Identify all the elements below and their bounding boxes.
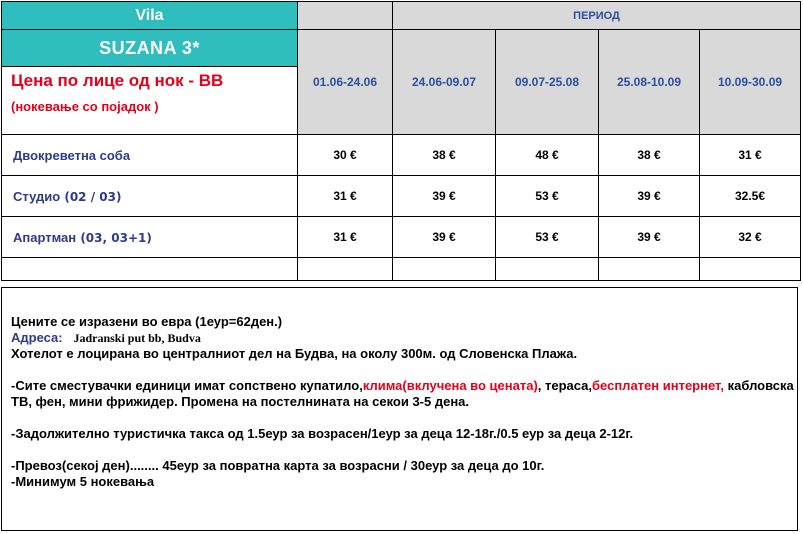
price-cell: 39 € (393, 217, 496, 258)
price-cell: 31 € (298, 176, 393, 217)
notes-section (1, 287, 798, 531)
price-cell: 53 € (496, 176, 599, 217)
price-cell: 39 € (599, 176, 700, 217)
price-cell: 53 € (496, 217, 599, 258)
room-sub: (02 / 03) (60, 189, 122, 204)
period-4: 25.08-10.09 (599, 30, 700, 135)
period-3: 09.07-25.08 (496, 30, 599, 135)
price-cell: 32 € (700, 217, 801, 258)
price-cell: 31 € (700, 135, 801, 176)
period-2: 24.06-09.07 (393, 30, 496, 135)
price-table (1, 1, 801, 281)
empty-cell (393, 258, 496, 281)
address-label: Адреса: (11, 330, 63, 345)
minimum-stay-note: -Минимум 5 нокевања (11, 474, 155, 489)
room-label: Студио (13, 188, 61, 204)
tax-note: -Задолжително туристичка такса од 1.5еур за возрасен/1еур за деца 12-18г./0.5 еур за деца 2-12г. (11, 426, 634, 441)
price-cell: 31 € (298, 217, 393, 258)
transport-note: -Превоз(секој ден)........ 45еур за повратна карта за возрасни / 30еур за деца до 10г. (11, 458, 545, 473)
address-line (11, 330, 797, 346)
amenities-note (11, 378, 797, 410)
price-cell: 32.5€ (700, 176, 801, 217)
amenities-ac: клима(вклучена во цената) (362, 378, 538, 393)
empty-cell (700, 258, 801, 281)
room-label: Апартман (13, 229, 77, 245)
amenities-part: -Сите сместувачки единици имат сопствено купатило, (11, 378, 363, 393)
currency-note: Цените се изразени во евра (1еур=62ден.) (11, 314, 283, 329)
price-title: Цена по лице од нок - BB (11, 71, 224, 90)
price-cell: 38 € (393, 135, 496, 176)
room-type-apartment (2, 217, 298, 258)
hotel-name: SUZANA 3* (2, 30, 298, 67)
period-label: ПЕРИОД (393, 2, 801, 30)
empty-cell (298, 258, 393, 281)
vila-label: Vila (2, 2, 298, 30)
empty-cell (599, 258, 700, 281)
table-row (2, 217, 801, 258)
empty-row (2, 258, 801, 281)
price-cell: 38 € (599, 135, 700, 176)
price-title-cell (2, 67, 298, 135)
room-sub: (03, 03+1) (76, 230, 152, 245)
room-type-double (2, 135, 298, 176)
table-row (2, 176, 801, 217)
price-subtitle: (нокевање со појадок ) (11, 99, 159, 114)
period-5: 10.09-30.09 (700, 30, 801, 135)
price-cell: 48 € (496, 135, 599, 176)
price-list-document (1, 1, 800, 531)
room-type-studio (2, 176, 298, 217)
header-blank-cell (298, 2, 393, 30)
amenities-part: кабловска ТВ, фен, мини фрижидер. Промена на постелнината на секои 3-5 дена. (11, 378, 794, 409)
amenities-part: , тераса, (537, 378, 593, 393)
empty-cell (2, 258, 298, 281)
amenities-internet: бесплатен интернет, (592, 378, 725, 393)
table-row (2, 135, 801, 176)
price-cell: 39 € (393, 176, 496, 217)
address-value: Jadranski put bb, Budva (73, 331, 201, 345)
location-note: Хотелот е лоцирана во централниот дел на Будва, на околу 300м. од Словенска Плажа. (11, 346, 578, 361)
period-1: 01.06-24.06 (298, 30, 393, 135)
empty-cell (496, 258, 599, 281)
price-cell: 39 € (599, 217, 700, 258)
price-cell: 30 € (298, 135, 393, 176)
room-label: Двокреветна соба (13, 147, 131, 163)
